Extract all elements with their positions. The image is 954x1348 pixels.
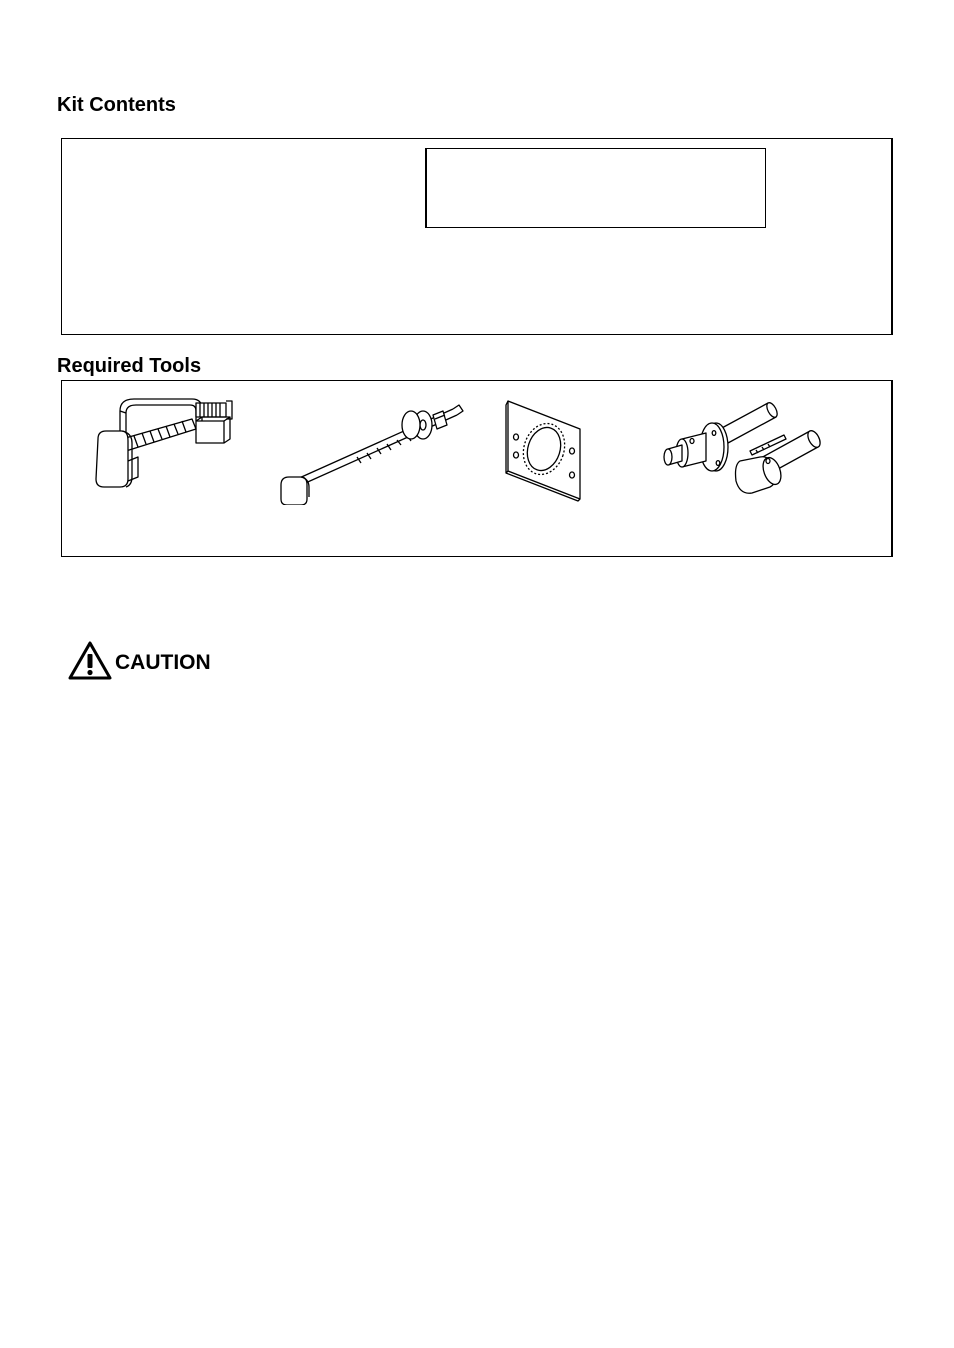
caution-label: CAUTION bbox=[115, 651, 211, 674]
caution-notice bbox=[67, 640, 211, 682]
kit-contents-box bbox=[61, 138, 893, 335]
kit-contents-inner-box bbox=[425, 148, 766, 228]
required-tools-box bbox=[61, 380, 893, 557]
adapter-plate-icon bbox=[502, 397, 587, 505]
required-tools-heading: Required Tools bbox=[57, 355, 202, 377]
threaded-rod-puller-icon bbox=[277, 395, 467, 505]
kit-contents-heading: Kit Contents bbox=[57, 94, 176, 116]
c-clamp-press-icon bbox=[92, 391, 237, 491]
bushing-receiver-set-icon bbox=[660, 395, 870, 505]
warning-triangle-icon bbox=[67, 640, 113, 682]
